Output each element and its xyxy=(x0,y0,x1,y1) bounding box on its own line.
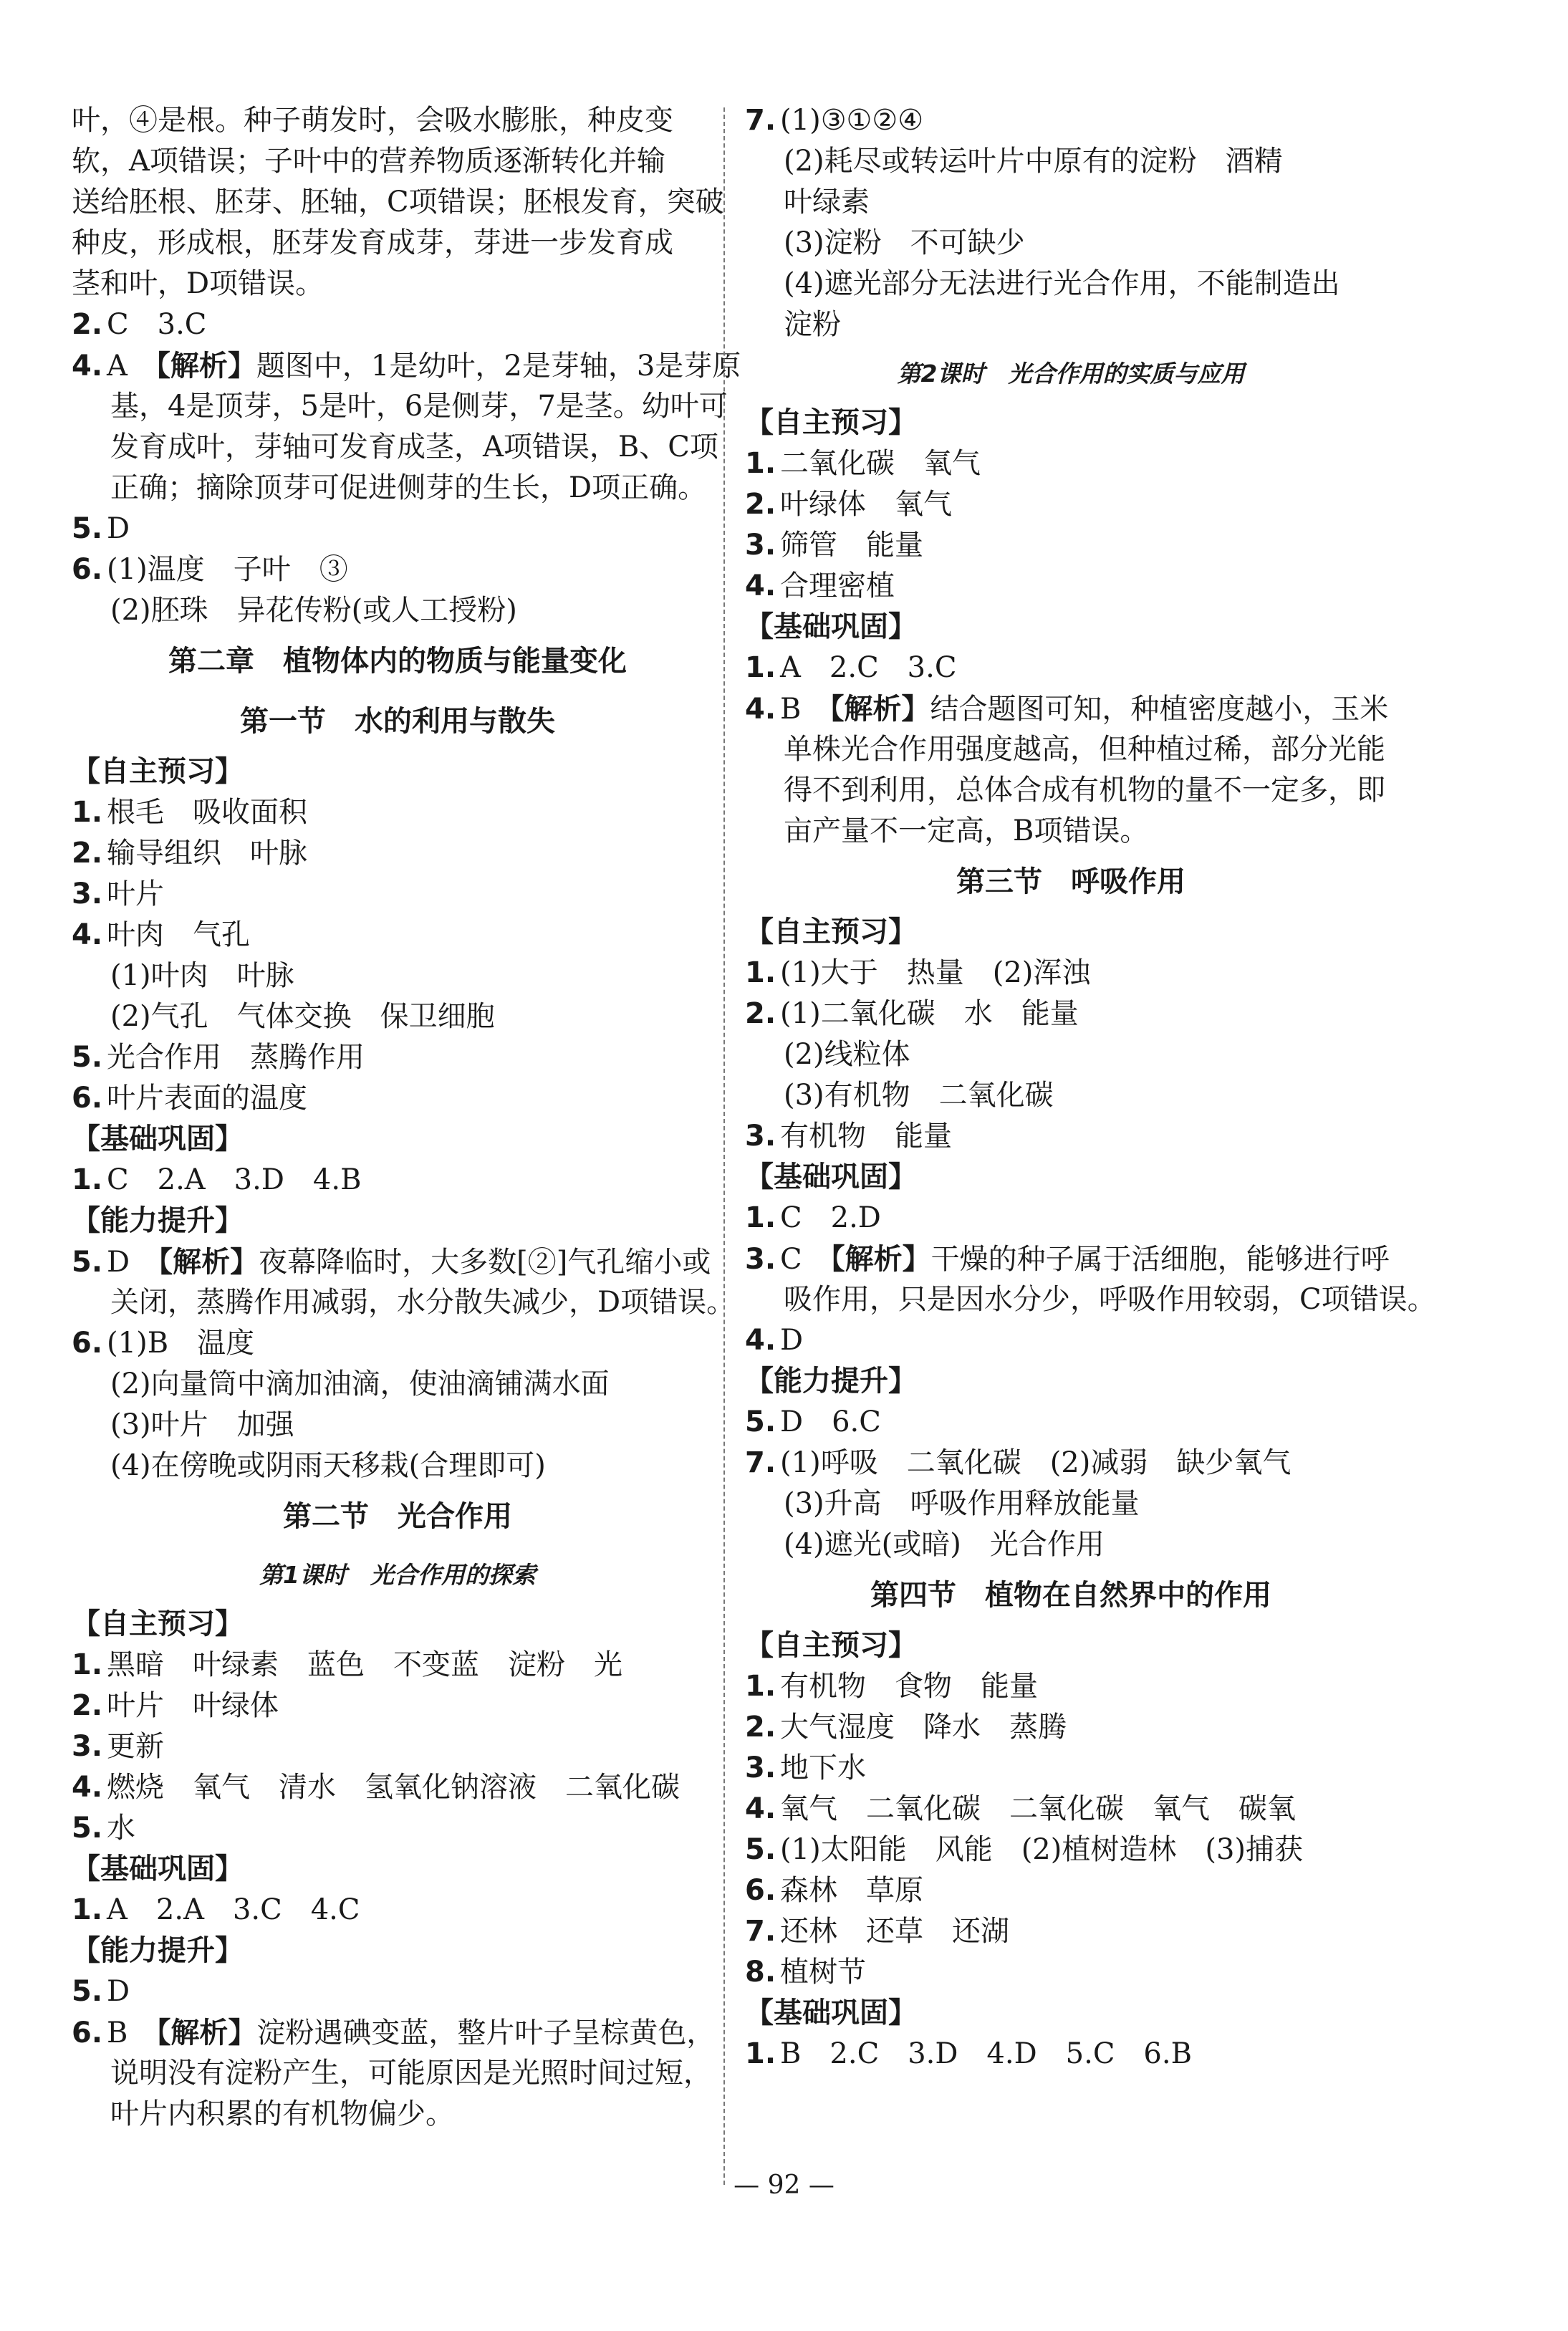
explanation-tag: 【解析】 xyxy=(830,1242,931,1276)
page-number: — 92 — xyxy=(734,2171,834,2200)
answer-line xyxy=(72,1645,723,1686)
section-title: 第二章 植物体内的物质与能量变化 xyxy=(168,645,627,678)
answer-line xyxy=(72,792,723,833)
answer-line xyxy=(745,100,1397,141)
question-number: 7. xyxy=(745,1915,776,1948)
answer-text: 有机物 能量 xyxy=(780,1120,953,1153)
answer-text: C 3.C xyxy=(107,308,207,341)
question-number: 4. xyxy=(745,569,776,602)
text-line: 关闭，蒸腾作用减弱，水分散失减少，D项错误。 xyxy=(110,1286,736,1319)
text-line: 送给胚根、胚芽、胚轴，C项错误；胚根发育，突破 xyxy=(72,186,724,218)
explanation-text: 结合题图可知，种植密度越小，玉米 xyxy=(930,693,1389,726)
question-number: 5. xyxy=(72,1041,103,1074)
question-number: 1. xyxy=(745,956,776,989)
answer-line xyxy=(745,1707,1397,1748)
subsection-header: 【能力提升】 xyxy=(745,1365,917,1398)
question-number: 6. xyxy=(72,1327,103,1360)
section-title: 第1课时 光合作用的探索 xyxy=(259,1561,536,1589)
question-number: 3. xyxy=(745,529,776,562)
text-line: (4)遮光部分无法进行光合作用，不能制造出 xyxy=(784,267,1340,300)
question-number: 3. xyxy=(745,1751,776,1784)
answer-line xyxy=(745,1320,1397,1361)
text-line: (2)向量筒中滴加油滴，使油滴铺满水面 xyxy=(110,1368,610,1400)
explanation-line xyxy=(72,1241,723,1282)
answer-text: 叶片表面的温度 xyxy=(107,1082,308,1115)
subsection-header: 【基础巩固】 xyxy=(745,1996,917,2029)
answer-text: 合理密植 xyxy=(780,569,895,602)
answer-text: 森林 草原 xyxy=(780,1874,924,1907)
answer-line xyxy=(745,443,1397,484)
answer-text: D 6.C xyxy=(780,1405,881,1438)
text-line: 叶片内积累的有机物偏少。 xyxy=(110,2097,454,2130)
question-number: 6. xyxy=(72,553,103,586)
answer-line xyxy=(745,1666,1397,1707)
question-number: 6. xyxy=(745,1874,776,1907)
question-number: 2. xyxy=(72,1689,103,1722)
answer-line xyxy=(745,648,1397,688)
answer-text: (1)B 温度 xyxy=(107,1327,255,1360)
question-number: 5. xyxy=(72,1975,103,2008)
answer-line xyxy=(72,1726,723,1767)
question-number: 4. xyxy=(72,350,103,383)
answer-text: (1)大于 热量 (2)浑浊 xyxy=(780,956,1091,989)
answer-line xyxy=(745,1443,1397,1484)
answer-text: 根毛 吸收面积 xyxy=(107,796,308,829)
question-number: 7. xyxy=(745,1446,776,1479)
text-line: (2)耗尽或转运叶片中原有的淀粉 酒精 xyxy=(784,145,1283,178)
answer-line xyxy=(72,1323,723,1364)
question-number: 4. xyxy=(745,1792,776,1825)
explanation-line xyxy=(72,2012,723,2053)
answer-text: 植树节 xyxy=(780,1956,867,1989)
answer-line xyxy=(72,1686,723,1726)
section-title: 第三节 呼吸作用 xyxy=(956,865,1185,898)
text-line: 正确；摘除顶芽可促进侧芽的生长，D项正确。 xyxy=(110,471,707,504)
text-line: 叶，④是根。种子萌发时，会吸水膨胀，种皮变 xyxy=(72,104,673,137)
text-line: (3)叶片 加强 xyxy=(110,1408,294,1441)
answer-line xyxy=(745,1911,1397,1952)
text-line: 说明没有淀粉产生，可能原因是光照时间过短， xyxy=(110,2057,712,2090)
answer-text: 叶片 xyxy=(107,878,165,910)
question-number: 1. xyxy=(72,1893,103,1926)
question-number: 6. xyxy=(72,1082,103,1115)
subsection-header: 【自主预习】 xyxy=(72,755,244,788)
question-number: 5. xyxy=(72,1246,103,1279)
question-number: 3. xyxy=(72,878,103,910)
answer-text: 叶肉 气孔 xyxy=(107,918,251,951)
right-column xyxy=(745,100,1436,2075)
answer-text: A 2.C 3.C xyxy=(780,651,957,684)
question-number: 2. xyxy=(745,1711,776,1744)
answer-choice: B xyxy=(780,693,830,726)
question-number: 1. xyxy=(745,1201,776,1234)
answer-line xyxy=(72,833,723,874)
answer-text: 水 xyxy=(107,1812,136,1845)
answer-line xyxy=(72,1890,723,1931)
column-divider xyxy=(723,107,725,2185)
section-title: 第二节 光合作用 xyxy=(283,1500,512,1533)
answer-text: 大气湿度 降水 蒸腾 xyxy=(780,1711,1067,1744)
answer-choice: A xyxy=(107,350,156,383)
answer-line xyxy=(745,1870,1397,1911)
text-line: 种皮，形成根，胚芽发育成芽，芽进一步发育成 xyxy=(72,226,673,259)
answer-line xyxy=(745,566,1397,607)
explanation-tag: 【解析】 xyxy=(829,692,930,726)
subsection-header: 【自主预习】 xyxy=(745,915,917,948)
subsection-header: 【基础巩固】 xyxy=(72,1852,244,1885)
answer-text: A 2.A 3.C 4.C xyxy=(107,1893,360,1926)
text-line: (3)升高 呼吸作用释放能量 xyxy=(784,1487,1140,1520)
question-number: 1. xyxy=(72,796,103,829)
explanation-tag: 【解析】 xyxy=(158,1245,259,1279)
explanation-line xyxy=(745,1239,1397,1279)
answer-line xyxy=(72,1808,723,1849)
answer-line xyxy=(72,509,723,549)
answer-text: 燃烧 氧气 清水 氢氧化钠溶液 二氧化碳 xyxy=(107,1771,680,1804)
question-number: 4. xyxy=(72,1771,103,1804)
answer-text: 氧气 二氧化碳 二氧化碳 氧气 碳氧 xyxy=(780,1792,1297,1825)
text-line: 单株光合作用强度越高，但种植过稀，部分光能 xyxy=(784,733,1385,766)
question-number: 3. xyxy=(745,1120,776,1153)
answer-text: (1)二氧化碳 水 能量 xyxy=(780,997,1079,1030)
explanation-tag: 【解析】 xyxy=(156,2016,257,2049)
text-line: (2)气孔 气体交换 保卫细胞 xyxy=(110,1000,495,1033)
answer-line xyxy=(72,549,723,590)
explanation-text: 干燥的种子属于活细胞，能够进行呼 xyxy=(930,1243,1390,1276)
answer-text: (1)温度 子叶 ③ xyxy=(107,553,348,586)
answer-line xyxy=(72,1971,723,2012)
answer-text: 筛管 能量 xyxy=(780,529,924,562)
question-number: 4. xyxy=(745,1324,776,1357)
answer-text: D xyxy=(780,1324,804,1357)
section-title: 第2课时 光合作用的实质与应用 xyxy=(897,360,1245,388)
question-number: 2. xyxy=(72,837,103,870)
question-number: 1. xyxy=(745,651,776,684)
answer-text: 光合作用 蒸腾作用 xyxy=(107,1041,365,1074)
answer-line xyxy=(72,304,723,345)
text-line: 软，A项错误；子叶中的营养物质逐渐转化并输 xyxy=(72,145,665,178)
answer-line xyxy=(745,1748,1397,1789)
text-line: (3)有机物 二氧化碳 xyxy=(784,1079,1054,1112)
answer-text: 叶片 叶绿体 xyxy=(107,1689,279,1722)
answer-line xyxy=(72,1160,723,1201)
text-line: 淀粉 xyxy=(784,308,841,341)
answer-line xyxy=(745,2034,1397,2075)
section-title: 第一节 水的利用与散失 xyxy=(240,705,555,738)
question-number: 3. xyxy=(745,1243,776,1276)
text-line: (2)胚珠 异花传粉(或人工授粉) xyxy=(110,594,517,627)
text-line: 发育成叶，芽轴可发育成茎，A项错误，B、C项 xyxy=(110,431,718,463)
answer-text: 还林 还草 还湖 xyxy=(780,1915,1010,1948)
answer-choice: D xyxy=(107,1246,159,1279)
answer-line xyxy=(745,1198,1397,1239)
question-number: 3. xyxy=(72,1730,103,1763)
answer-line xyxy=(745,1830,1397,1870)
text-line: (4)在傍晚或阴雨天移栽(合理即可) xyxy=(110,1449,546,1482)
question-number: 2. xyxy=(745,997,776,1030)
answer-text: 叶绿体 氧气 xyxy=(780,488,953,521)
explanation-text: 淀粉遇碘变蓝，整片叶子呈棕黄色， xyxy=(256,2017,716,2049)
answer-choice: B xyxy=(107,2017,157,2049)
answer-text: (1)呼吸 二氧化碳 (2)减弱 缺少氧气 xyxy=(780,1446,1292,1479)
answer-text: D xyxy=(107,1975,130,2008)
answer-line xyxy=(745,1402,1397,1443)
answer-line xyxy=(72,1078,723,1119)
answer-text: C 2.A 3.D 4.B xyxy=(107,1163,362,1196)
question-number: 5. xyxy=(745,1833,776,1866)
text-line: 叶绿素 xyxy=(784,186,870,218)
question-number: 5. xyxy=(72,1812,103,1845)
text-line: (3)淀粉 不可缺少 xyxy=(784,226,1025,259)
question-number: 8. xyxy=(745,1956,776,1989)
answer-text: C 2.D xyxy=(780,1201,881,1234)
question-number: 4. xyxy=(72,918,103,951)
answer-line xyxy=(745,953,1397,994)
answer-line xyxy=(72,1767,723,1808)
question-number: 4. xyxy=(745,693,776,726)
question-number: 1. xyxy=(72,1648,103,1681)
answer-line xyxy=(72,1037,723,1078)
answer-line xyxy=(745,1952,1397,1993)
subsection-header: 【基础巩固】 xyxy=(745,610,917,643)
answer-text: 二氧化碳 氧气 xyxy=(780,447,981,480)
answer-text: B 2.C 3.D 4.D 5.C 6.B xyxy=(780,2037,1192,2070)
answer-line xyxy=(745,1116,1397,1157)
text-line: 亩产量不一定高，B项错误。 xyxy=(784,814,1149,847)
question-number: 1. xyxy=(745,2037,776,2070)
text-line: 基，4是顶芽，5是叶，6是侧芽，7是茎。幼叶可 xyxy=(110,390,728,423)
question-number: 2. xyxy=(72,308,103,341)
subsection-header: 【能力提升】 xyxy=(72,1204,244,1237)
answer-text: 更新 xyxy=(107,1730,165,1763)
text-line: 吸作用，只是因水分少，呼吸作用较弱，C项错误。 xyxy=(784,1283,1436,1316)
answer-line xyxy=(745,1789,1397,1830)
answer-text: (1)太阳能 风能 (2)植树造林 (3)捕获 xyxy=(780,1833,1304,1866)
subsection-header: 【自主预习】 xyxy=(745,1629,917,1662)
question-number: 5. xyxy=(72,512,103,545)
question-number: 2. xyxy=(745,488,776,521)
question-number: 7. xyxy=(745,104,776,137)
subsection-header: 【自主预习】 xyxy=(72,1607,244,1640)
answer-line xyxy=(72,915,723,956)
subsection-header: 【自主预习】 xyxy=(745,406,917,439)
answer-text: D xyxy=(107,512,130,545)
answer-text: 黑暗 叶绿素 蓝色 不变蓝 淀粉 光 xyxy=(107,1648,623,1681)
answer-line xyxy=(745,484,1397,525)
question-number: 5. xyxy=(745,1405,776,1438)
text-line: (4)遮光(或暗) 光合作用 xyxy=(784,1528,1105,1561)
text-line: (1)叶肉 叶脉 xyxy=(110,959,294,992)
explanation-line xyxy=(745,688,1397,729)
question-number: 6. xyxy=(72,2017,103,2049)
answer-text: 地下水 xyxy=(780,1751,867,1784)
answer-text: (1)③①②④ xyxy=(780,104,924,137)
text-line: 得不到利用，总体合成有机物的量不一定多，即 xyxy=(784,774,1385,807)
explanation-text: 夜幕降临时，大多数[②]气孔缩小或 xyxy=(259,1246,711,1279)
question-number: 1. xyxy=(745,1670,776,1703)
answer-choice: C xyxy=(780,1243,831,1276)
answer-text: 输导组织 叶脉 xyxy=(107,837,308,870)
subsection-header: 【基础巩固】 xyxy=(72,1123,244,1155)
answer-line xyxy=(745,525,1397,566)
answer-line xyxy=(745,994,1397,1034)
subsection-header: 【基础巩固】 xyxy=(745,1160,917,1193)
section-title: 第四节 植物在自然界中的作用 xyxy=(870,1579,1271,1612)
subsection-header: 【能力提升】 xyxy=(72,1934,244,1967)
question-number: 1. xyxy=(745,447,776,480)
question-number: 1. xyxy=(72,1163,103,1196)
answer-text: 有机物 食物 能量 xyxy=(780,1670,1039,1703)
answer-line xyxy=(72,874,723,915)
text-line: (2)线粒体 xyxy=(784,1038,910,1071)
left-column xyxy=(72,100,741,2135)
explanation-tag: 【解析】 xyxy=(155,349,256,383)
text-line: 茎和叶，D项错误。 xyxy=(72,267,324,300)
explanation-line xyxy=(72,345,741,386)
explanation-text: 题图中，1是幼叶，2是芽轴，3是芽原 xyxy=(256,350,741,383)
